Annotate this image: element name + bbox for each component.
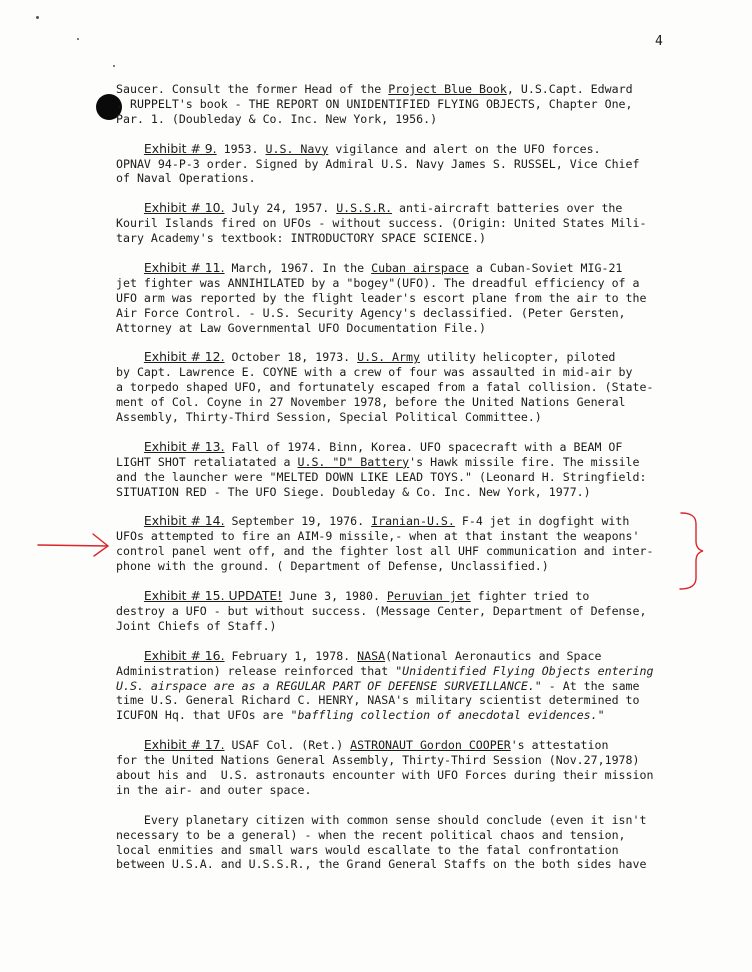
text-run: F-4 jet in dogfight with	[454, 514, 630, 529]
text-run: LIGHT SHOT retaliatated a	[116, 454, 298, 469]
text-run: July 24, 1957.	[224, 201, 337, 216]
text-run: time U.S. General Richard C. HENRY, NASA's military scientist determined to	[116, 693, 640, 708]
text-run: Kouril Islands fired on UFOs - without success. (Origin: United States Mili-	[116, 216, 647, 231]
text-run: February 1, 1978.	[224, 648, 358, 663]
page-number: 4	[655, 34, 663, 49]
text-run: about his and U.S. astronauts encounter with UFO Forces during their mission	[116, 767, 654, 782]
text-run: tary Academy's textbook: INTRODUCTORY SPACE SCIENCE.)	[116, 231, 486, 246]
underlined-text: U.S. Navy	[265, 141, 329, 156]
text-run: Air Force Control. - U.S. Security Agency's declassified. (Peter Gersten,	[116, 305, 626, 320]
text-run: June 3, 1980.	[282, 589, 387, 604]
text-run: UFOs attempted to fire an AIM-9 missile,- when at that instant the weapons'	[116, 529, 640, 544]
exhibit-heading: Exhibit # 9.	[143, 140, 217, 156]
text-run: March, 1967. In the	[224, 261, 372, 276]
text-run: utility helicopter, piloted	[419, 350, 616, 365]
exhibit-heading: Exhibit # 13.	[143, 438, 225, 454]
text-run: a torpedo shaped UFO, and fortunately escaped from a fatal collision. (State-	[116, 380, 654, 395]
text-run: , U.S.Capt. Edward	[506, 82, 633, 96]
text-run: . RUPPELT's book - THE REPORT ON UNIDENTIFIED FLYING OBJECTS, Chapter One,	[116, 96, 633, 111]
underlined-text: Project Blue Book	[388, 82, 507, 96]
text-run: OPNAV 94-P-3 order. Signed by Admiral U.S. Navy James S. RUSSEL, Vice Chief	[116, 156, 640, 171]
text-run: Assembly, Thirty-Third Session, Special Political Committee.)	[116, 410, 542, 425]
underlined-text: Peruvian jet	[386, 589, 471, 604]
brace-mark	[680, 513, 703, 589]
text-run: ICUFON Hq. that UFOs are	[116, 708, 291, 723]
text-run: between U.S.A. and U.S.S.R., the Grand General Staffs on the both sides have	[116, 857, 647, 872]
text-run: 's attestation	[510, 738, 609, 753]
exhibit-heading: Exhibit # 11.	[143, 260, 225, 276]
text-run: local enmities and small wars would escallate to the fatal confrontation	[116, 842, 619, 857]
text-run: UFO arm was reported by the flight leader's escort plane from the air to the	[116, 290, 647, 305]
exhibit-heading: Exhibit # 14.	[143, 513, 225, 529]
underlined-text: Iranian-U.S.	[371, 514, 455, 529]
exhibit-heading: Exhibit # 10.	[143, 200, 225, 216]
text-run: September 19, 1976.	[224, 514, 372, 529]
underlined-text: U.S. Army	[357, 350, 420, 365]
text-run: - At the same	[541, 678, 640, 693]
text-run: "Unidentified Flying Objects entering	[395, 663, 654, 678]
exhibit-heading: Exhibit # 12.	[143, 349, 225, 365]
text-run: Attorney at Law Governmental UFO Documentation File.)	[116, 320, 486, 335]
text-run: Joint Chiefs of Staff.)	[116, 618, 277, 633]
text-run: October 18, 1973.	[224, 350, 358, 365]
text-run: USAF Col. (Ret.)	[224, 738, 351, 753]
text-run: in the air- and outer space.	[116, 782, 312, 797]
text-run: vigilance and alert on the UFO forces.	[328, 141, 601, 156]
text-run: jet fighter was ANNIHILATED by a "bogey"(UFO). The dreadful efficiency of a	[116, 275, 640, 290]
underlined-text: ASTRONAUT Gordon COOPER	[350, 738, 511, 753]
text-run: Administration) release reinforced that	[116, 663, 396, 678]
exhibit-heading: Exhibit # 16.	[143, 647, 225, 663]
text-run: by Capt. Lawrence E. COYNE with a crew of four was assaulted in mid-air by	[116, 365, 633, 380]
text-run: SITUATION RED - The UFO Siege. Doubleday & Co. Inc. New York, 1977.)	[116, 484, 591, 499]
text-run: destroy a UFO - but without success. (Message Center, Department of Defense,	[116, 603, 647, 618]
text-run: (National Aeronautics and Space	[385, 648, 602, 663]
text-run: U.S. airspace are as a REGULAR PART OF DEFENSE SURVEILLANCE."	[116, 678, 542, 693]
text-run: for the United Nations General Assembly, Thirty-Third Session (Nov.27,1978)	[116, 753, 640, 768]
underlined-text: NASA	[357, 648, 386, 663]
text-run: anti-aircraft batteries over the	[392, 201, 623, 216]
text-run: Fall of 1974. Binn, Korea. UFO spacecraft with a BEAM OF	[224, 439, 623, 454]
text-run: control panel went off, and the fighter lost all UHF communication and inter-	[116, 544, 654, 559]
text-run: Par. 1. (Doubleday & Co. Inc. New York, 1956.)	[116, 111, 438, 126]
text-run: 1953.	[216, 141, 266, 156]
text-run: Saucer. Consult the former Head of the	[116, 82, 389, 96]
underlined-text: U.S.S.R.	[336, 201, 393, 216]
exhibit-heading: Exhibit # 17.	[143, 737, 225, 753]
text-run: necessary to be a general) - when the recent political chaos and tension,	[116, 827, 626, 842]
text-run: and the launcher were "MELTED DOWN LIKE LEAD TOYS." (Leonard H. Stringfield:	[116, 469, 647, 484]
exhibit-heading: Exhibit # 15. UPDATE!	[143, 588, 283, 604]
text-run: ment of Col. Coyne in 27 November 1978, before the United Nations General	[116, 395, 626, 410]
text-run: Every planetary citizen with common sense should conclude (even it isn't	[116, 812, 647, 827]
text-run: a Cuban-Soviet MIG-21	[468, 261, 623, 276]
text-run: "baffling collection of anecdotal evidences."	[290, 708, 605, 723]
text-run: 's Hawk missile fire. The missile	[409, 454, 640, 469]
text-run: of Naval Operations.	[116, 171, 256, 186]
arrow-mark	[38, 534, 108, 556]
text-run: phone with the ground. ( Department of Defense, Unclassified.)	[116, 559, 549, 574]
underlined-text: U.S. "D" Battery	[297, 454, 410, 469]
underlined-text: Cuban airspace	[371, 261, 469, 276]
text-run: fighter tried to	[470, 589, 590, 604]
